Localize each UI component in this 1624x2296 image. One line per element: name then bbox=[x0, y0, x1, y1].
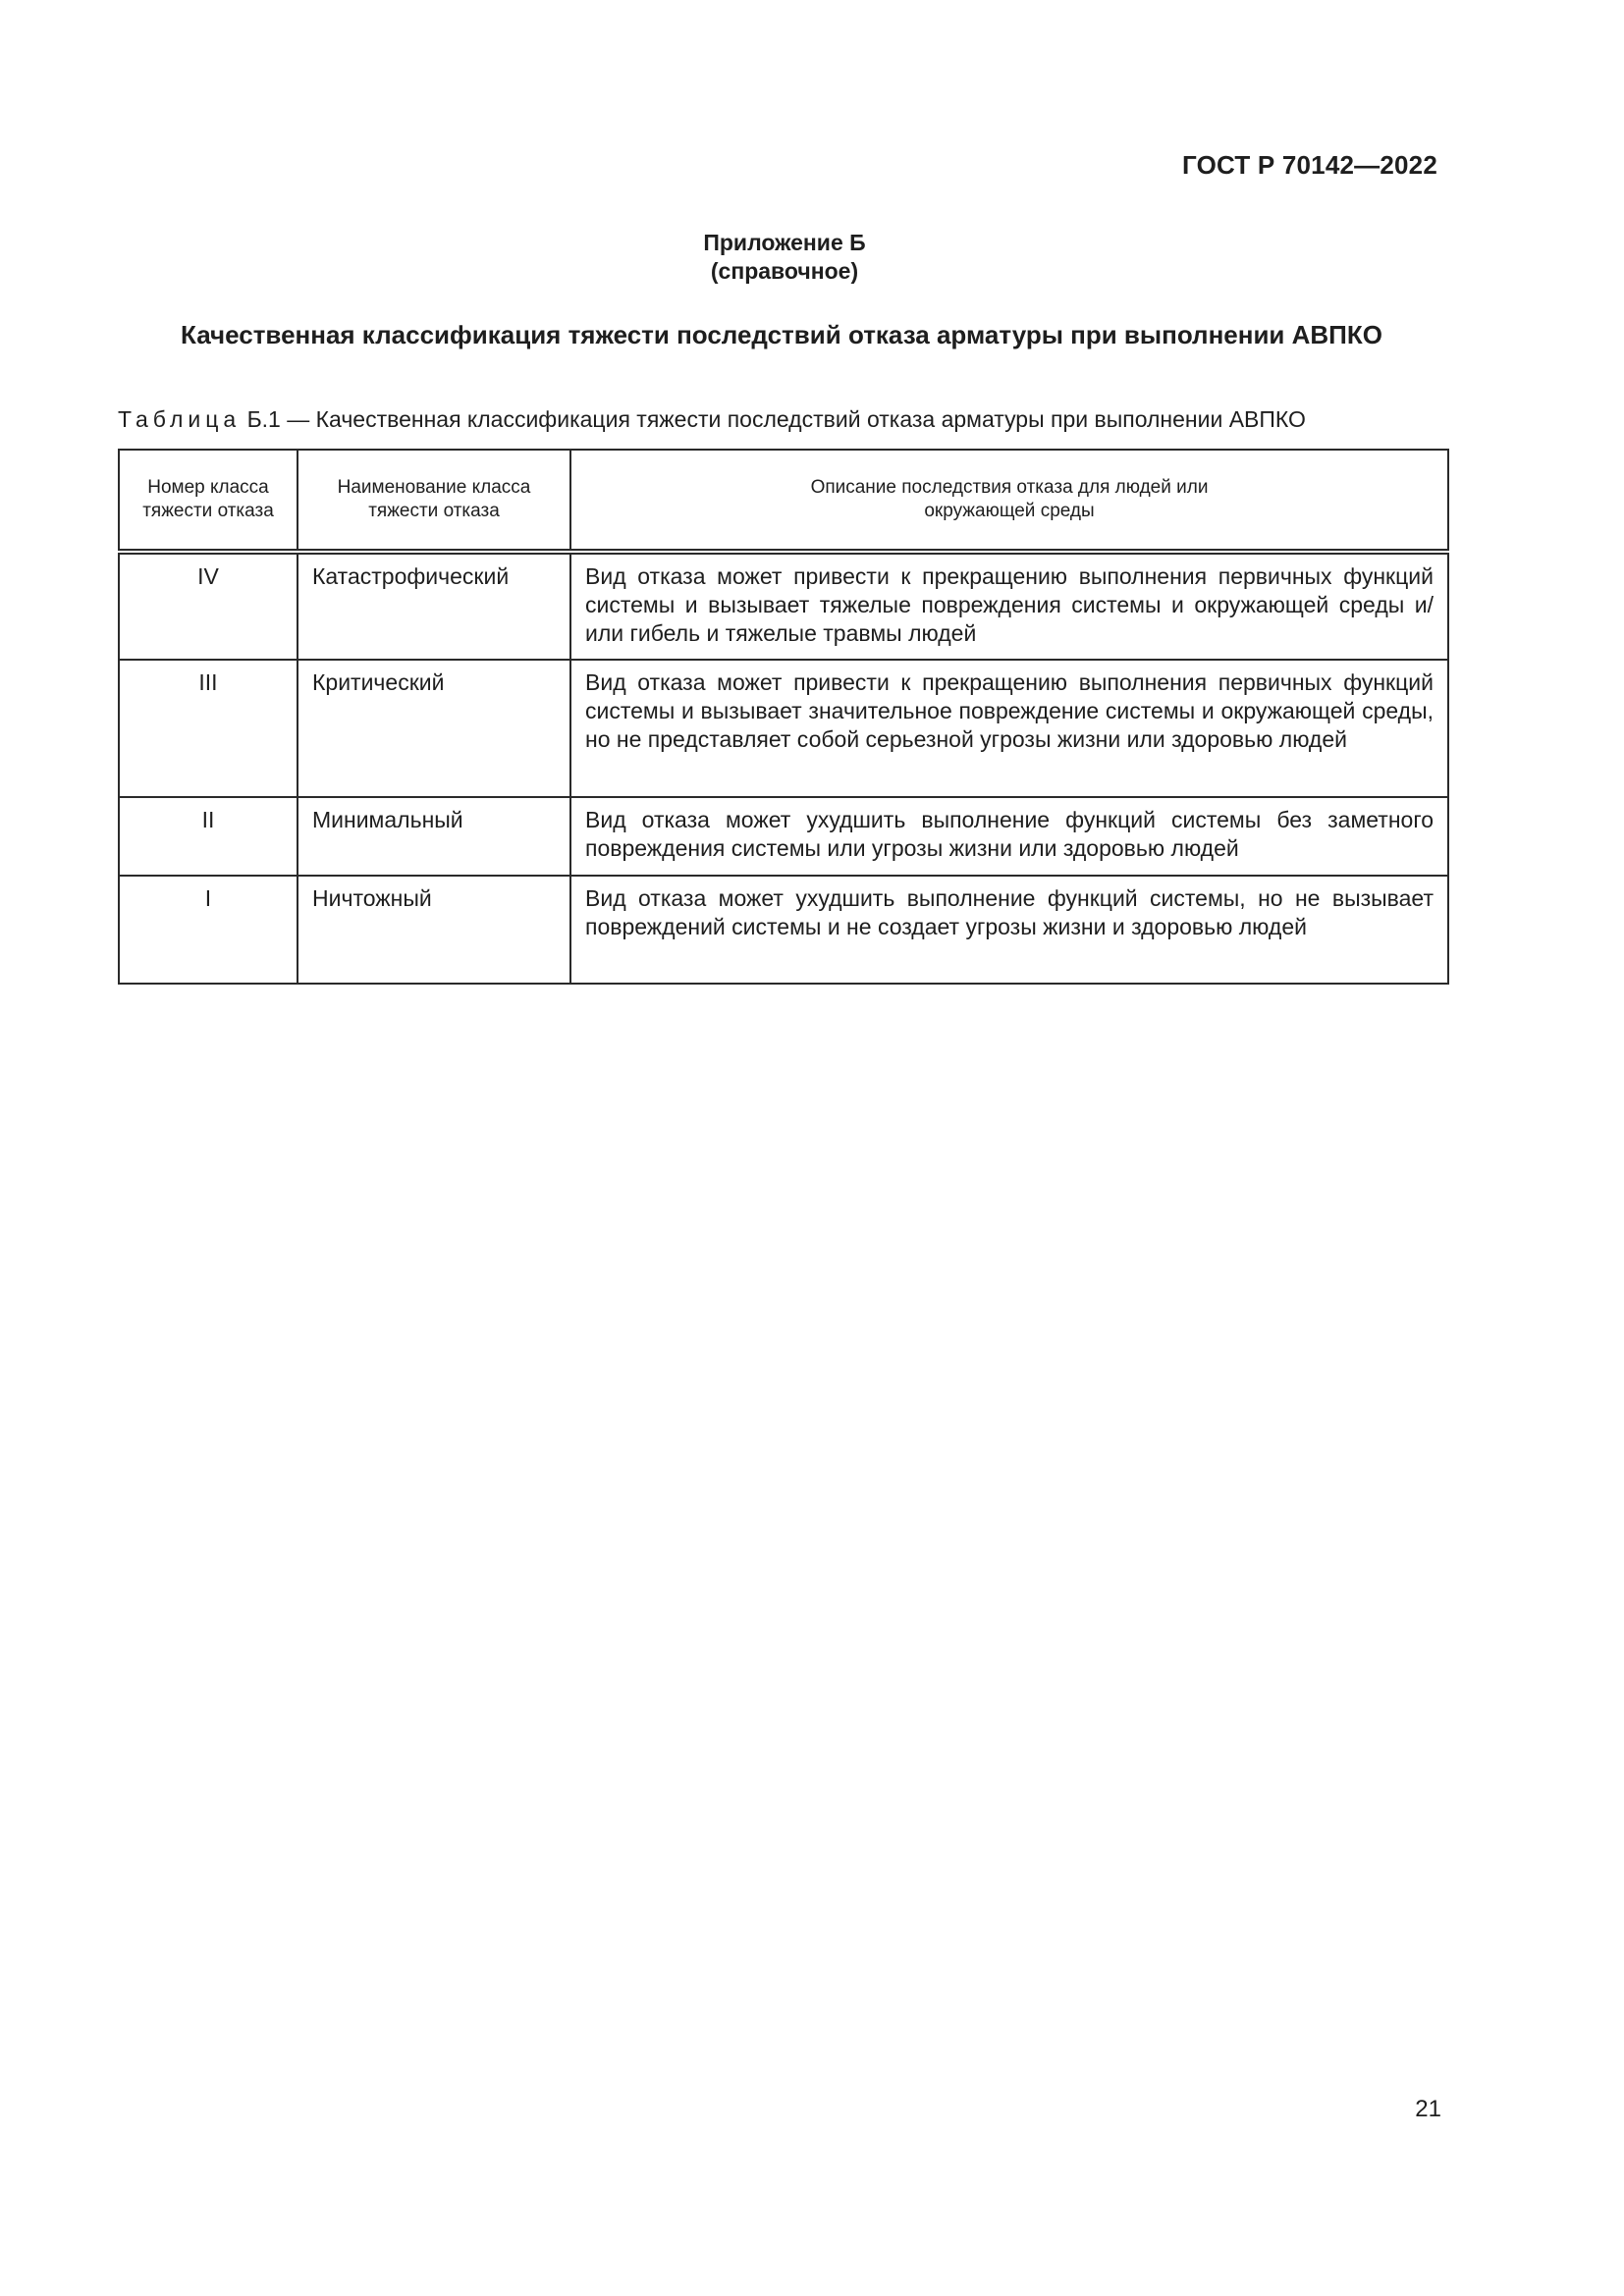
cell-class-name: Ничтожный bbox=[298, 876, 570, 984]
appendix-title: Приложение Б bbox=[703, 230, 866, 255]
page-number: 21 bbox=[1415, 2096, 1441, 2122]
table-caption bbox=[118, 406, 1445, 433]
severity-classification-table bbox=[118, 449, 1449, 985]
table-row bbox=[119, 552, 1448, 660]
cell-class-number: III bbox=[119, 660, 298, 797]
appendix-subtitle: (справочное) bbox=[710, 258, 859, 284]
table-caption-text: Б.1 — Качественная классификация тяжести последствий отказа арматуры при выполнении АВПКО bbox=[246, 406, 1306, 432]
cell-class-number: II bbox=[119, 797, 298, 876]
cell-description: Вид отказа может ухудшить выполнение функций системы без заметного повреждения системы или угрозы жизни или здоровью людей bbox=[570, 797, 1448, 876]
cell-description: Вид отказа может привести к прекращению выполнения первичных функций системы и вызывает значительное повреждение системы и окружающей среды, но не представляет собой серьезной угрозы жизни или здоровью людей bbox=[570, 660, 1448, 797]
column-header-class-number: Номер класса тяжести отказа bbox=[119, 450, 298, 552]
table-row bbox=[119, 876, 1448, 984]
cell-class-name: Критический bbox=[298, 660, 570, 797]
document-code: ГОСТ Р 70142—2022 bbox=[1182, 150, 1437, 180]
cell-class-number: I bbox=[119, 876, 298, 984]
cell-class-name: Минимальный bbox=[298, 797, 570, 876]
cell-description: Вид отказа может ухудшить выполнение функций системы, но не вызывает повреждений системы и не создает угрозы жизни и здоровью людей bbox=[570, 876, 1448, 984]
column-header-description bbox=[570, 450, 1448, 552]
cell-class-name: Катастрофический bbox=[298, 552, 570, 660]
table-row bbox=[119, 660, 1448, 797]
section-title: Качественная классификация тяжести последствий отказа арматуры при выполнении АВПКО bbox=[181, 320, 1382, 349]
table-header-row bbox=[119, 450, 1448, 552]
cell-class-number: IV bbox=[119, 552, 298, 660]
column-header-description-text: Описание последствия отказа для людей или окружающей среды bbox=[810, 477, 1209, 521]
table-row bbox=[119, 797, 1448, 876]
table-caption-label: Таблица bbox=[118, 406, 242, 432]
column-header-class-name: Наименование класса тяжести отказа bbox=[298, 450, 570, 552]
cell-description: Вид отказа может привести к прекращению выполнения первичных функций системы и вызывает тяжелые повреждения системы и окружающей среды и/или гибель и тяжелые травмы людей bbox=[570, 552, 1448, 660]
